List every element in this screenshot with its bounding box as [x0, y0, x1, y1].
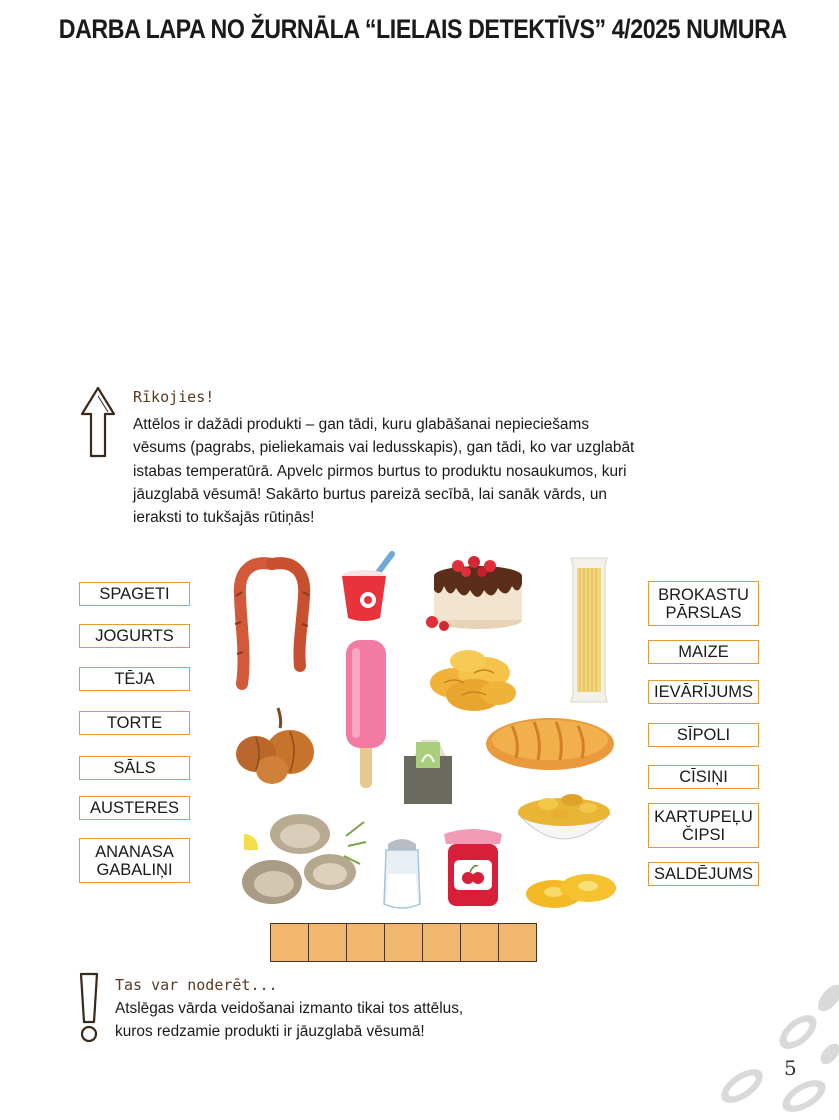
label-spageti: [79, 582, 190, 606]
yogurt-image: [340, 552, 398, 624]
bread-image: [484, 712, 616, 772]
pineapple-pieces-image: [524, 866, 618, 912]
task-line: istabas temperatūrā. Apvelc pirmos burtus to produktu nosaukumos, kuri: [133, 462, 627, 480]
label-text: SĪPOLI: [676, 726, 731, 744]
label-text: BROKASTU: [658, 585, 749, 604]
label-text: ČIPSI: [681, 825, 726, 844]
label-text: PĀRSLAS: [665, 603, 742, 622]
page-number: 5: [784, 1056, 797, 1080]
hint-line: kuros redzamie produkti ir jāuzglabā vēsumā!: [115, 1023, 425, 1041]
task-line: jāuzglabā vēsumā! Sakārto burtus pareizā secībā, lai sanāk vārds, un: [133, 485, 607, 503]
answer-cell[interactable]: [423, 924, 461, 961]
label-text: GABALIŅI: [96, 860, 173, 879]
spaghetti-image: [565, 556, 613, 704]
label-torte: [79, 711, 190, 735]
answer-cell[interactable]: [309, 924, 347, 961]
label-text: AUSTERES: [90, 799, 179, 817]
label-kartupelu-cipsi: [648, 803, 759, 848]
oysters-image: [236, 806, 368, 916]
label-ananasa-gabalini: [79, 838, 190, 883]
task-line: Attēlos ir dažādi produkti – gan tādi, kuru glabāšanai nepieciešams: [133, 416, 590, 433]
up-arrow-icon: [78, 386, 118, 458]
label-maize: [648, 640, 759, 664]
label-text: MAIZE: [678, 643, 729, 661]
onions-image: [234, 706, 318, 786]
label-brokastu-parslas: [648, 581, 759, 626]
label-jogurts: [79, 624, 190, 648]
hint-heading: Tas var noderēt...: [115, 976, 278, 994]
label-text: TĒJA: [114, 670, 155, 688]
footprints-decoration: [712, 980, 839, 1115]
label-cisini: [648, 765, 759, 789]
label-text: IEVĀRĪJUMS: [653, 683, 754, 701]
hint-line: Atslēgas vārda veidošanai izmanto tikai tos attēlus,: [115, 1000, 464, 1017]
label-text: ANANASA: [95, 842, 174, 861]
jam-jar-image: [440, 826, 506, 910]
label-text: SPAGETI: [99, 585, 170, 603]
label-saldejums: [648, 862, 759, 886]
answer-cell[interactable]: [461, 924, 499, 961]
label-text: SALDĒJUMS: [653, 865, 754, 883]
popsicle-image: [342, 638, 390, 790]
label-ievarijums: [648, 680, 759, 704]
sausages-image: [232, 556, 312, 691]
label-text: CĪSIŅI: [679, 768, 728, 786]
label-text: SĀLS: [113, 759, 156, 777]
label-sipoli: [648, 723, 759, 747]
answer-cell[interactable]: [499, 924, 536, 961]
page-title: DARBA LAPA NO ŽURNĀLA “LIELAIS DETEKTĪVS” 4/2025 NUMURA: [58, 14, 787, 44]
label-text: KARTUPEĻU: [654, 807, 753, 826]
answer-grid: [270, 923, 537, 962]
task-line: vēsums (pagrabs, pieliekamais vai ledusskapis), gan tādi, ko var uzglabāt: [133, 439, 635, 457]
answer-cell[interactable]: [347, 924, 385, 961]
cake-image: [424, 550, 524, 632]
task-instructions: [133, 413, 713, 529]
teabag-image: [400, 738, 456, 806]
label-sals: [79, 756, 190, 780]
hint-text: [115, 997, 535, 1044]
label-text: JOGURTS: [95, 627, 174, 645]
chips-image: [424, 643, 520, 717]
answer-cell[interactable]: [271, 924, 309, 961]
cereal-bowl-image: [514, 780, 614, 856]
label-text: TORTE: [106, 714, 163, 732]
task-heading: Rīkojies!: [133, 388, 215, 406]
task-line: ieraksti to tukšajās rūtiņās!: [133, 509, 315, 527]
label-teja: [79, 667, 190, 691]
salt-shaker-image: [380, 834, 424, 910]
answer-cell[interactable]: [385, 924, 423, 961]
exclamation-icon: [76, 972, 102, 1044]
label-austeres: [79, 796, 190, 820]
